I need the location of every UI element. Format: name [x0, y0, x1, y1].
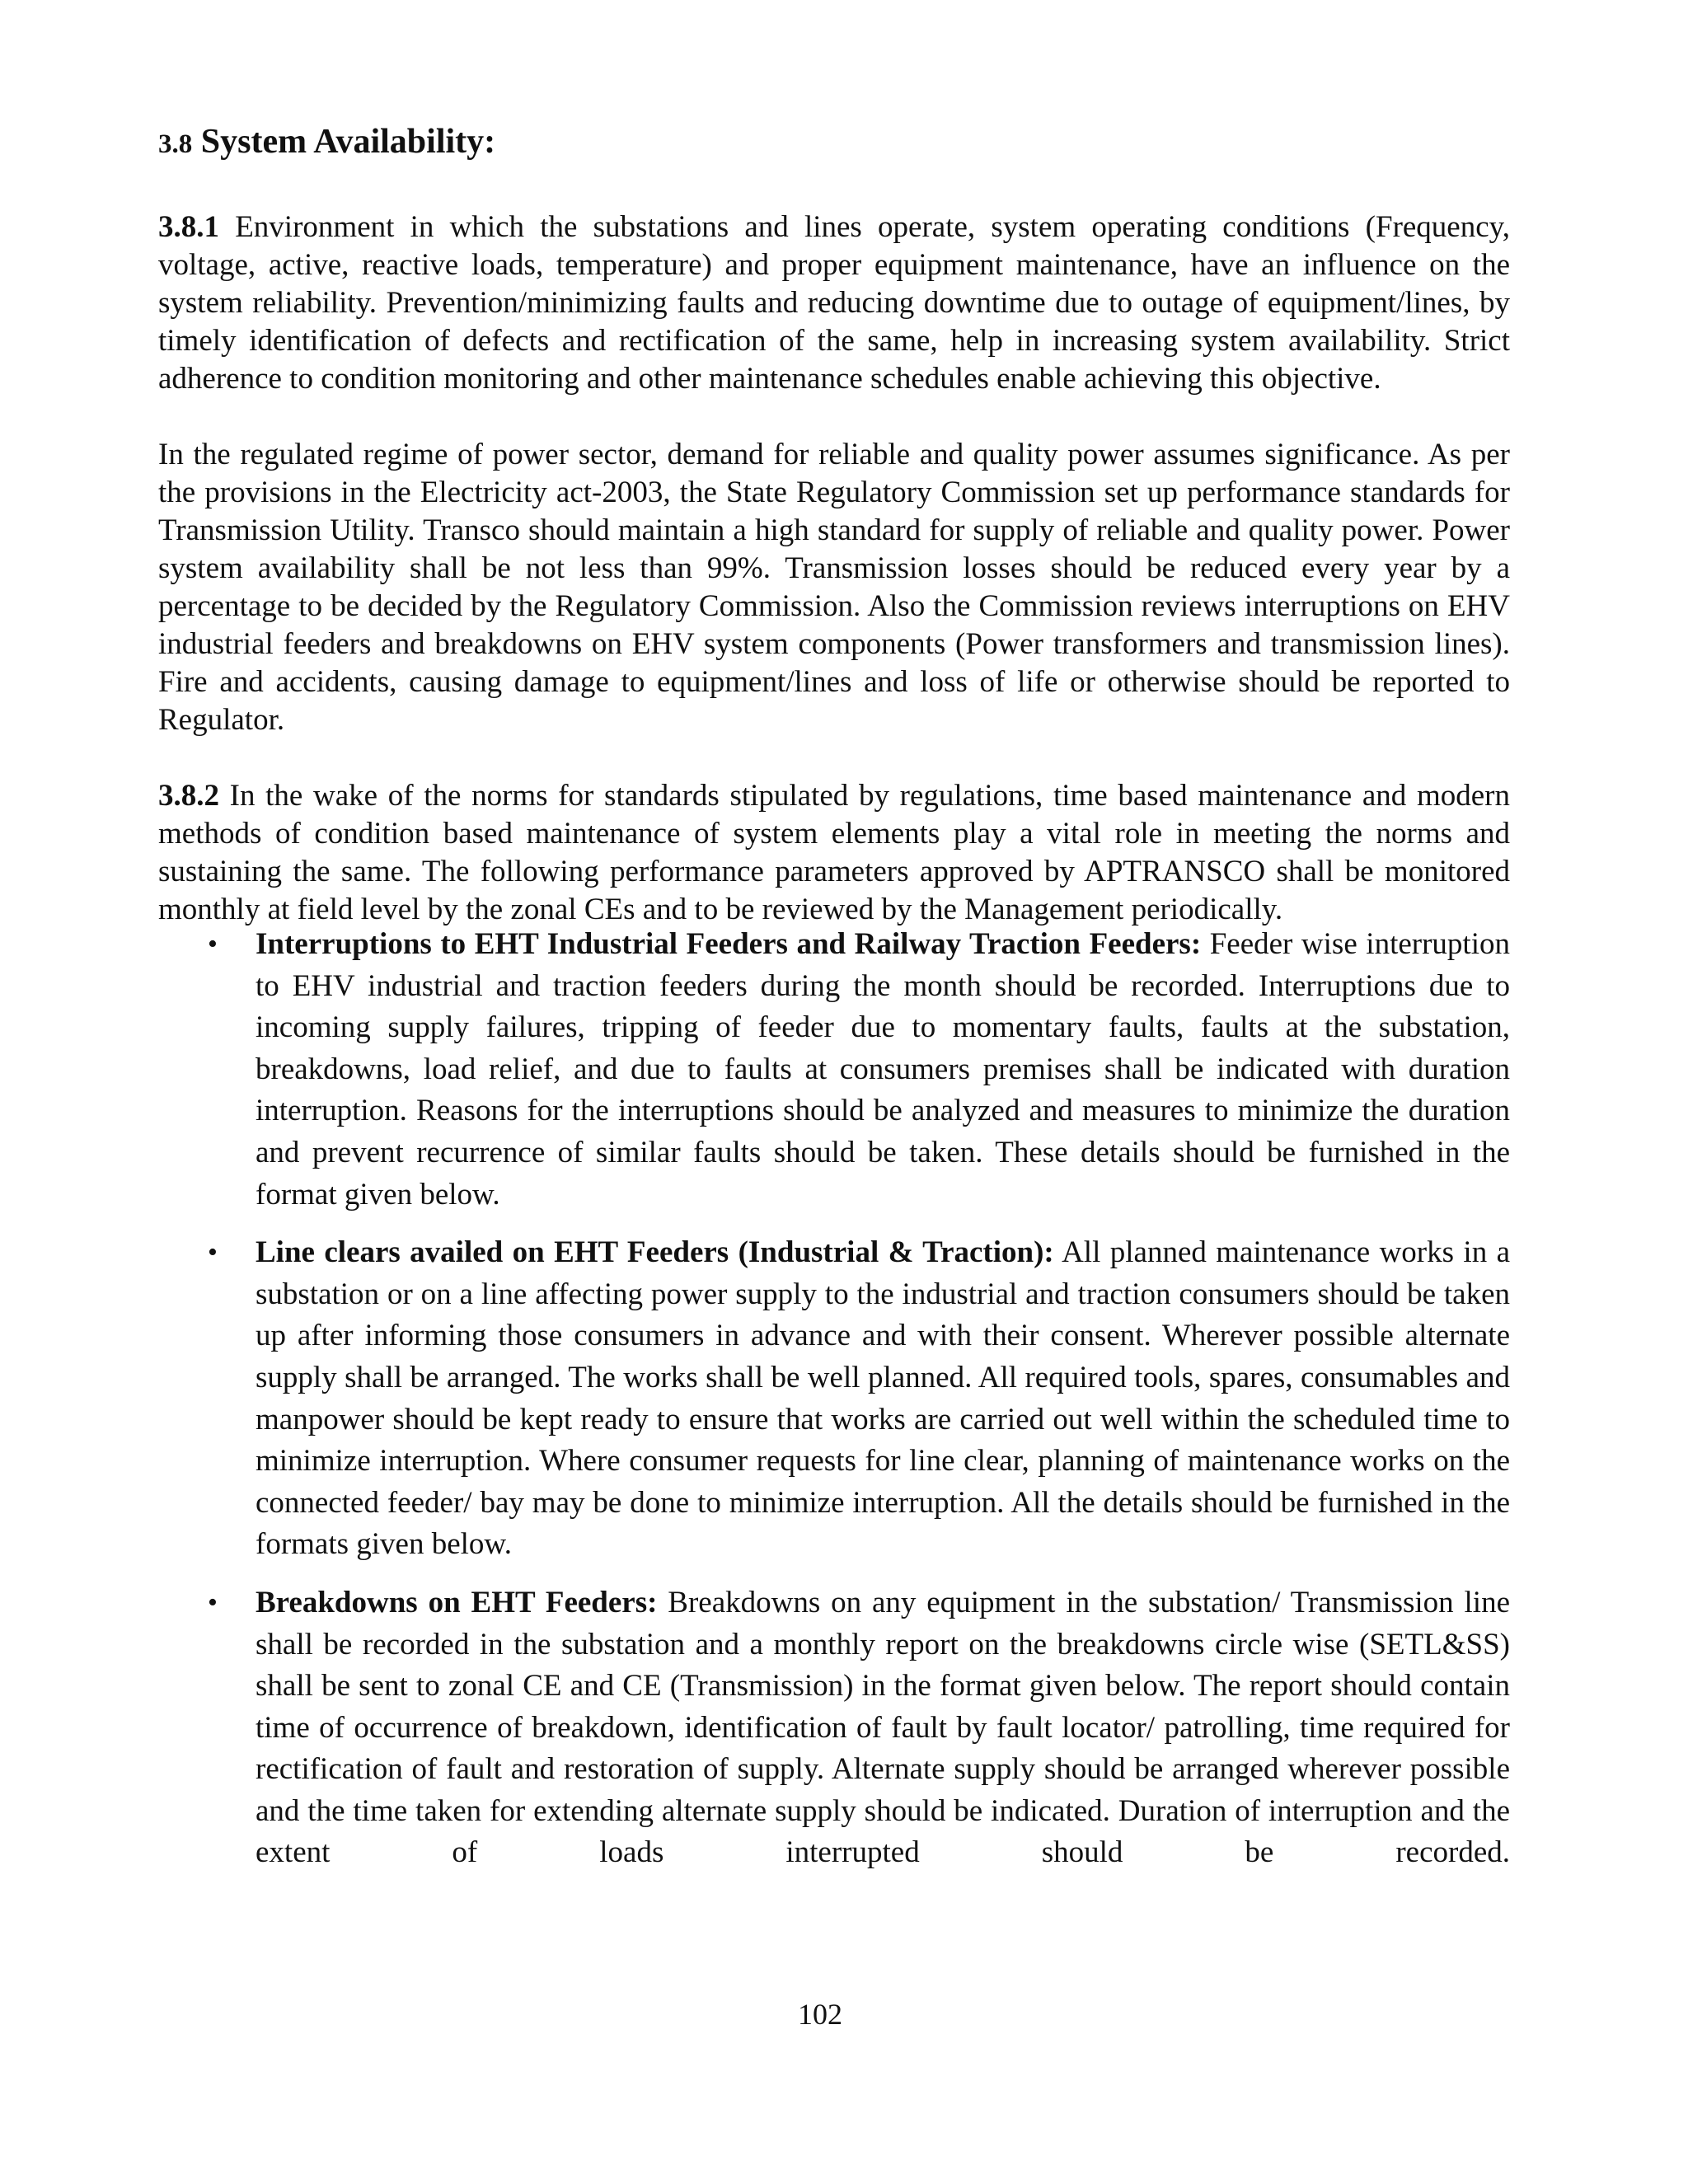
- list-item-text: Feeder wise interruption to EHV industrial and traction feeders during the month should be recorded. Interruptions due to incoming supply failures, tripping of feeder due to momentary faults, faults at the substation, breakdowns, load relief, and due to faults at consumers premises shall be indicated with duration interruption. Reasons for the interruptions should be analyzed and measures to minimize the duration and prevent recurrence of similar faults should be taken. These details should be furnished in the format given below.: [256, 927, 1510, 1212]
- list-item-title: Line clears availed on EHT Feeders (Industrial & Traction):: [256, 1235, 1054, 1270]
- bullet-marker: •: [208, 929, 218, 959]
- section-heading: [158, 115, 1510, 171]
- section-number: 3.8: [158, 129, 193, 159]
- paragraph-number: 3.8.1: [158, 210, 219, 244]
- paragraph-3-8-2: [158, 777, 1510, 929]
- page-number: 102: [798, 1998, 842, 2031]
- list-item-title: Breakdowns on EHT Feeders:: [256, 1585, 658, 1619]
- paragraph-regulated-regime: [158, 436, 1510, 739]
- paragraph-number: 3.8.2: [158, 779, 219, 813]
- paragraph-text: Environment in which the substations and lines operate, system operating conditions (Frequency, voltage, active, reactive loads, temperature) and proper equipment maintenance, have an influence on the system reliability. Prevention/minimizing faults and reducing downtime due to outage of equipment/lines, by timely identification of defects and rectification of the same, help in increasing system availability. Strict adherence to condition monitoring and other maintenance schedules enable achieving this objective.: [158, 210, 1510, 396]
- list-item-interruptions: [158, 924, 1510, 1216]
- performance-parameters-list: [158, 924, 1510, 1874]
- paragraph-text: In the regulated regime of power sector, demand for reliable and quality power assumes significance. As per the provisions in the Electricity act-2003, the State Regulatory Commission set up performance standards for Transmission Utility. Transco should maintain a high standard for supply of reliable and quality power. Power system availability shall be not less than 99%. Transmission losses should be reduced every year by a percentage to be decided by the Regulatory Commission. Also the Commission reviews interruptions on EHV industrial feeders and breakdowns on EHV system components (Power transformers and transmission lines). Fire and accidents, causing damage to equipment/lines and loss of life or otherwise should be reported to Regulator.: [158, 438, 1510, 737]
- bullet-marker: •: [208, 1586, 218, 1618]
- paragraph-text: In the wake of the norms for standards stipulated by regulations, time based maintenance and modern methods of condition based maintenance of system elements play a vital role in meeting the norms and sustaining the same. The following performance parameters approved by APTRANSCO shall be monitored monthly at field level by the zonal CEs and to be reviewed by the Management periodically.: [158, 779, 1510, 926]
- list-item-text: Breakdowns on any equipment in the substation/ Transmission line shall be recorded in the substation and a monthly report on the breakdowns circle wise (SETL&SS) shall be sent to zonal CE and CE (Transmission) in the format given below. The report should contain time of occurrence of breakdown, identification of fault by fault locator/ patrolling, time required for rectification of fault and restoration of supply. Alternate supply should be arranged wherever possible and the time taken for extending alternate supply should be indicated. Duration of interruption and the extent of loads interrupted should be recorded.: [256, 1585, 1510, 1870]
- section-title: System Availability:: [200, 123, 496, 161]
- page-content: [158, 115, 1510, 1874]
- list-item-text: All planned maintenance works in a substation or on a line affecting power supply to the industrial and traction consumers should be taken up after informing those consumers in advance and with their consent. Wherever possible alternate supply shall be arranged. The works shall be well planned. All required tools, spares, consumables and manpower should be kept ready to ensure that works are carried out well within the scheduled time to minimize interruption. Where consumer requests for line clear, planning of maintenance works on the connected feeder/ bay may be done to minimize interruption. All the details should be furnished in the formats given below.: [256, 1235, 1510, 1562]
- list-item-line-clears: [158, 1232, 1510, 1566]
- paragraph-3-8-1: [158, 209, 1510, 398]
- list-item-title: Interruptions to EHT Industrial Feeders and Railway Traction Feeders:: [256, 927, 1202, 961]
- bullet-marker: •: [208, 1237, 218, 1268]
- list-item-breakdowns: [158, 1582, 1510, 1874]
